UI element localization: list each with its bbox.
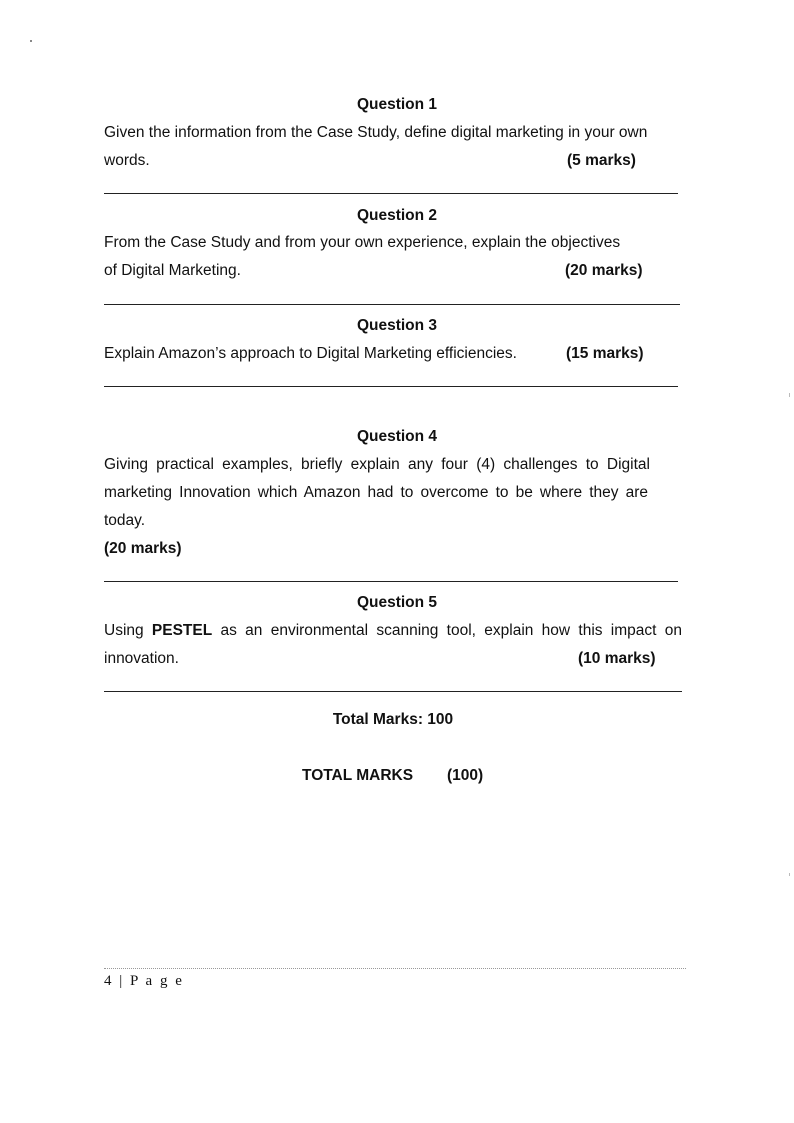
question-1-text-line-1: Given the information from the Case Study, define digital marketing in your own [104, 124, 648, 141]
scan-speck [789, 393, 790, 397]
question-2-text-line-1: From the Case Study and from your own experience, explain the objectives [104, 234, 621, 251]
total-marks-value: (100) [447, 767, 484, 784]
divider-4 [104, 581, 678, 582]
divider-3 [104, 386, 678, 387]
question-5-title: Question 5 [356, 594, 438, 611]
question-4-text-line-2: marketing Innovation which Amazon had to overcome to be where they are [104, 484, 648, 501]
question-5-text-pre: Using [104, 622, 152, 639]
question-4-text-line-3: today. [104, 512, 146, 529]
question-3-text-line-1: Explain Amazon’s approach to Digital Marketing efficiencies. [104, 345, 517, 362]
question-5-text-line-1 [104, 622, 682, 640]
divider-2 [104, 304, 680, 305]
total-marks-label: TOTAL MARKS [302, 767, 414, 784]
question-1-title: Question 1 [356, 96, 438, 113]
divider-5 [104, 691, 682, 692]
question-3-marks: (15 marks) [566, 345, 644, 362]
question-4-title: Question 4 [356, 428, 438, 445]
question-4-text-line-1: Giving practical examples, briefly explain any four (4) challenges to Digital [104, 456, 650, 473]
question-2-title: Question 2 [356, 207, 438, 224]
question-2-marks: (20 marks) [565, 262, 643, 279]
scan-speck [789, 873, 790, 876]
question-5-text-line-2: innovation. [104, 650, 179, 667]
scan-speck [30, 40, 32, 42]
question-3-title: Question 3 [356, 317, 438, 334]
question-5-text-post: as an environmental scanning tool, explain how this impact on [212, 622, 682, 639]
question-2-text-line-2: of Digital Marketing. [104, 262, 241, 279]
question-5-marks: (10 marks) [578, 650, 656, 667]
footer-divider [104, 968, 686, 969]
question-4-marks: (20 marks) [104, 540, 182, 557]
divider-1 [104, 193, 678, 194]
page-number: 4 | P a g e [104, 973, 184, 989]
pestel-term: PESTEL [151, 622, 213, 639]
question-1-text-line-2: words. [104, 152, 150, 169]
total-marks-line: Total Marks: 100 [332, 711, 454, 728]
question-1-marks: (5 marks) [567, 152, 636, 169]
